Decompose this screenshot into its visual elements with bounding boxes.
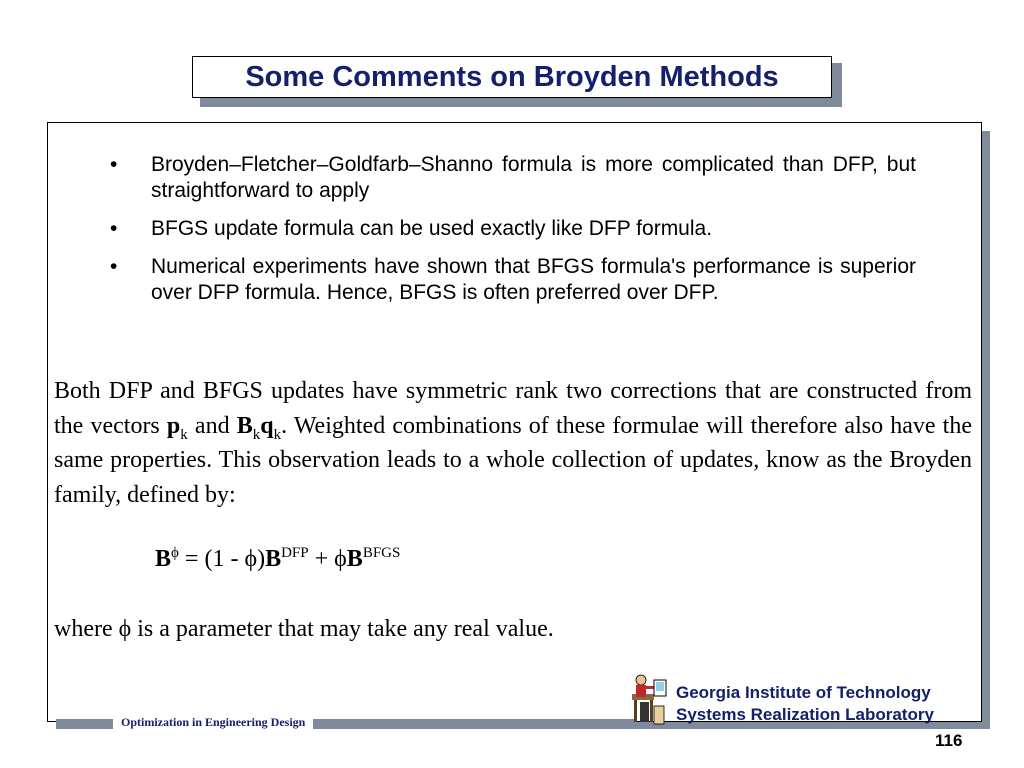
georgia-tech-logo-icon [630,672,668,728]
title-box [192,56,832,98]
formula-plus: + ϕ [308,546,347,572]
bullet-item [110,216,916,242]
org-line-1: Georgia Institute of Technology [676,683,931,702]
formula-b-dfp: B [265,546,282,572]
vector-q: q [260,412,274,439]
vector-q-subscript: k [273,426,282,443]
page-number: 116 [935,731,963,750]
bullet-text: BFGS update formula can be used exactly like DFP formula. [151,217,713,240]
paragraph-and: and [187,412,237,439]
bullet-item [110,254,916,306]
formula-middle: = (1 - ϕ) [178,546,266,572]
formula-lhs: B [155,546,172,572]
where-statement: where ϕ is a parameter that may take any real value. [54,616,554,642]
course-label: Optimization in Engineering Design [113,713,313,732]
vector-p: p [166,412,181,439]
formula-b-bfgs: B [346,546,363,572]
bullet-text: Numerical experiments have shown that BFGS formula's performance is superior over DFP formula. Hence, BFGS is often preferred over DFP. [151,255,916,304]
bullet-list [110,152,916,318]
org-line-2: Systems Realization Laboratory [676,705,934,724]
matrix-b-subscript: k [252,426,261,443]
formula-bfgs-superscript: BFGS [362,545,401,561]
formula-dfp-superscript: DFP [281,545,309,561]
body-paragraph [54,374,972,512]
paragraph-text: Both DFP and BFGS updates have symmetric rank two corrections that are constructed from the vectors [54,378,972,439]
paragraph-text-continued: . Weighted combinations of these formulae will therefore also have the same properties. This observation leads to a whole collection of updates, know as the Broyden family, defined by: [54,412,972,508]
vector-p-subscript: k [180,426,188,443]
slide-title: Some Comments on Broyden Methods [245,60,779,93]
organization-name [676,682,934,726]
broyden-family-formula [155,546,400,573]
bullet-text: Broyden–Fletcher–Goldfarb–Shanno formula is more complicated than DFP, but straightforward to apply [151,153,916,202]
bullet-marker: • [110,255,118,278]
formula-lhs-superscript: ϕ [171,545,179,561]
bullet-marker: • [110,217,118,240]
bullet-item [110,152,916,204]
matrix-b: B [236,412,253,439]
bullet-marker: • [110,153,118,176]
